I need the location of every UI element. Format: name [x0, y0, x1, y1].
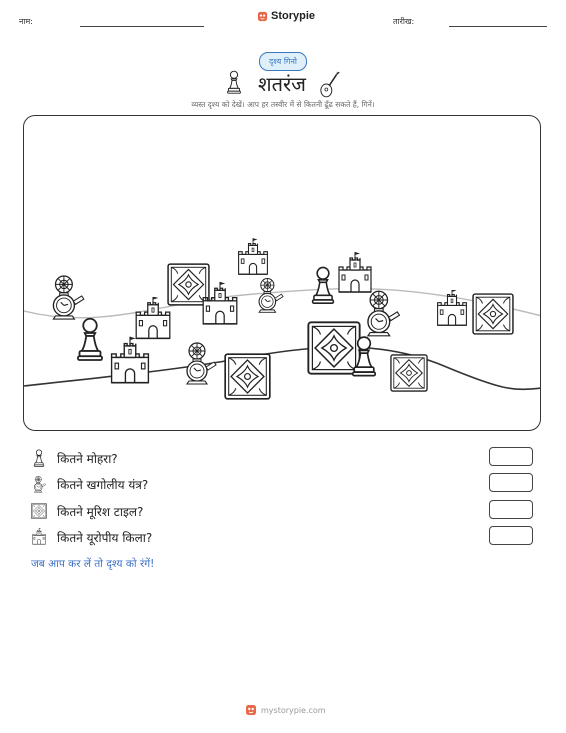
moorish-tile-item: [225, 354, 270, 399]
pawn-item: [78, 319, 102, 360]
brand-name: Storypie: [271, 10, 316, 22]
hill-line-front: [24, 347, 541, 389]
question-castle: [31, 526, 152, 548]
footer-url[interactable]: mystorypie.com: [261, 705, 326, 715]
moorish-tile-item: [308, 322, 359, 373]
name-label: नाम:: [19, 17, 33, 26]
question-text: कितने मूरिश टाइल?: [57, 504, 144, 519]
question-text: कितने खगोलीय यंत्र?: [57, 477, 149, 492]
question-text: कितने मोहरा?: [57, 451, 118, 466]
castle-icon: [31, 528, 47, 546]
castle-item: [339, 252, 371, 292]
answer-box-astrolabe[interactable]: [489, 473, 533, 492]
astrolabe-item: [368, 291, 400, 336]
astrolabe-item: [53, 276, 83, 319]
date-field[interactable]: [449, 26, 547, 27]
castle-item: [438, 289, 467, 325]
date-label: तारीख:: [393, 17, 415, 26]
astrolabe-item: [187, 343, 216, 384]
castle-item: [112, 337, 149, 383]
busy-scene: [24, 116, 541, 431]
moorish-tile-item: [391, 355, 427, 391]
question-astrolabe: [31, 473, 148, 495]
instructions: व्यस्त दृश्य को देखें। आप हर तस्वीर में से कितनी ढूँढ सकते हैं, गिनें।: [191, 100, 375, 109]
answer-box-pawn[interactable]: [489, 447, 533, 466]
name-field[interactable]: [80, 26, 204, 27]
page-title: शतरंज: [258, 72, 307, 96]
question-pawn: [31, 447, 118, 469]
color-instruction: जब आप कर लें तो दृश्य को रंगें!: [31, 558, 155, 570]
castle-item: [239, 238, 268, 274]
castle-item: [136, 296, 170, 338]
brand: [257, 10, 315, 22]
moorish-tile-icon: [31, 502, 47, 520]
question-text: कितने यूरोपीय किला?: [57, 530, 153, 545]
storypie-logo-icon: [245, 704, 257, 716]
lute-icon: [319, 70, 341, 98]
activity-badge: दृश्य गिनो: [259, 52, 307, 71]
answer-box-castle[interactable]: [489, 526, 533, 545]
moorish-tile-item: [473, 294, 513, 334]
scene-panel: [23, 115, 541, 431]
footer: [245, 704, 326, 716]
answer-box-moorish-tile[interactable]: [489, 500, 533, 519]
pawn-icon: [31, 449, 47, 467]
storypie-logo-icon: [257, 11, 268, 22]
pawn-icon: [226, 70, 242, 94]
pawn-item: [313, 267, 334, 303]
question-moorish-tile: [31, 500, 143, 522]
astrolabe-item: [259, 278, 283, 312]
astrolabe-icon: [31, 475, 47, 493]
